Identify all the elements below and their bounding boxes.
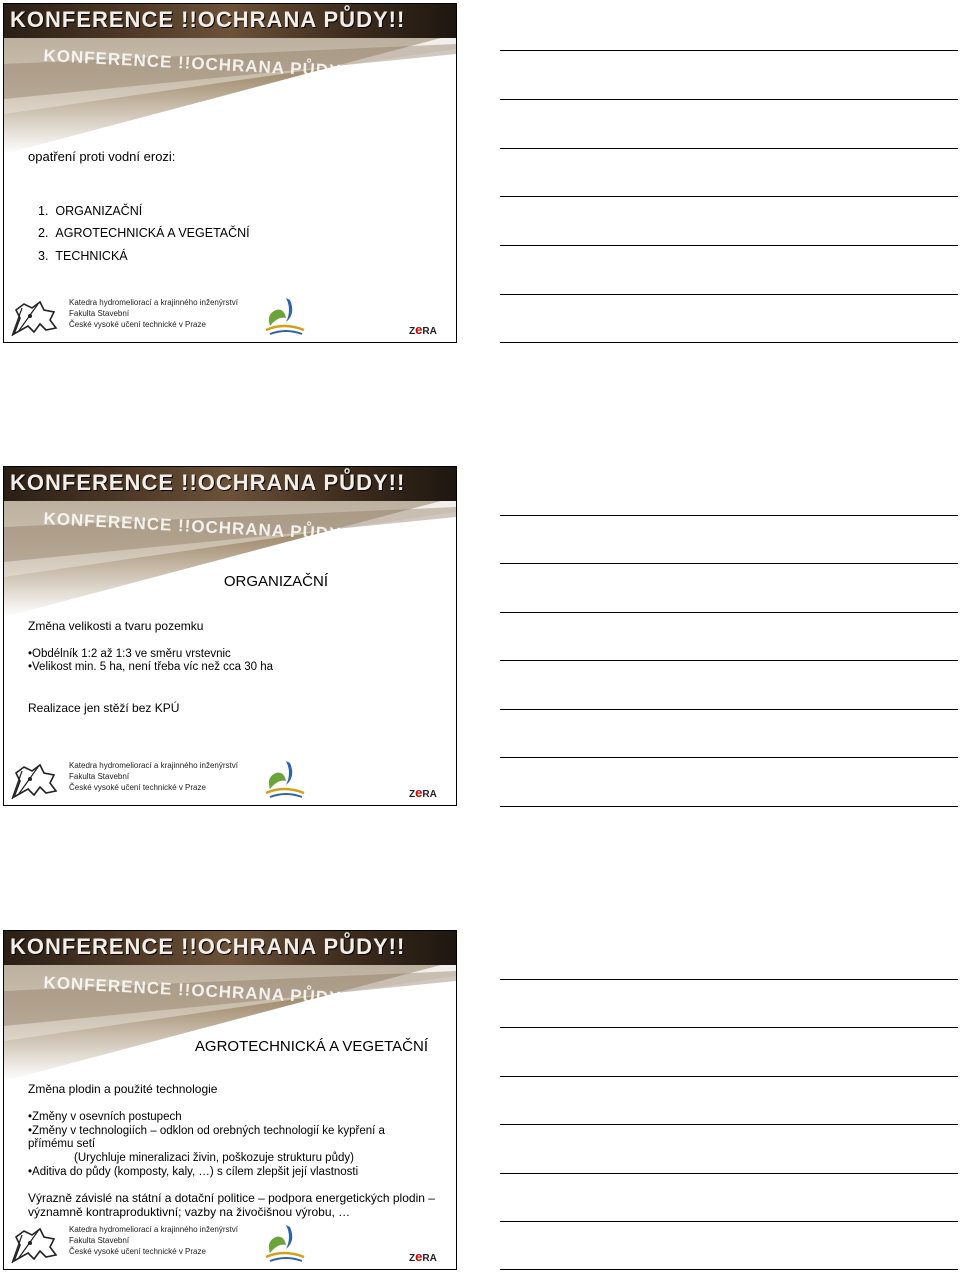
slide-2 <box>3 466 457 806</box>
slide-intro: opatření proti vodní erozi: <box>28 149 176 164</box>
banner-strip <box>4 467 456 501</box>
banner-strip <box>4 4 456 38</box>
banner-strip <box>4 931 456 965</box>
list-number: 3. <box>38 249 49 263</box>
note-line <box>500 709 958 710</box>
footer-institution <box>69 760 238 793</box>
footer-department: Katedra hydromeliorací a krajinného inženýrství <box>69 1225 238 1234</box>
banner-echo-title: KONFERENCE !!OCHRANA PŮDY!! <box>43 46 356 82</box>
note-line <box>500 1124 958 1125</box>
czech-lion-logo <box>10 298 60 338</box>
conference-banner <box>4 931 456 1081</box>
slide-footer <box>4 292 456 342</box>
footer-department: Katedra hydromeliorací a krajinného inženýrství <box>69 761 238 770</box>
note-line <box>500 1269 958 1270</box>
slide-heading: AGROTECHNICKÁ A VEGETAČNÍ <box>194 1038 428 1055</box>
note-line <box>500 806 958 807</box>
list-label: ORGANIZAČNÍ <box>55 204 143 218</box>
note-line <box>500 660 958 661</box>
list-number: 2. <box>38 226 49 240</box>
note-line <box>500 1173 958 1174</box>
note-line <box>500 342 958 343</box>
conference-banner <box>4 4 456 154</box>
slide-footer <box>4 1219 456 1269</box>
banner-title: KONFERENCE !!OCHRANA PŮDY!! <box>10 934 406 959</box>
note-line <box>500 1221 958 1222</box>
czech-lion-logo <box>10 761 60 801</box>
banner-echo-title: KONFERENCE !!OCHRANA PŮDY!! <box>43 973 356 1009</box>
note-line <box>500 563 958 564</box>
footer-department: Katedra hydromeliorací a krajinného inženýrství <box>69 298 238 307</box>
footer-university: České vysoké učení technické v Praze <box>69 1247 206 1256</box>
slide-3 <box>3 930 457 1270</box>
banner-title: KONFERENCE !!OCHRANA PŮDY!! <box>10 7 406 32</box>
slide-1 <box>3 3 457 343</box>
bullet-item: •Změny v technologiích – odklon od orebných technologií ke kypření a <box>28 1125 385 1137</box>
note-line <box>500 245 958 246</box>
list-item-2 <box>38 226 250 240</box>
conference-leaf-logo <box>262 296 308 338</box>
bullet-item: •Velikost min. 5 ha, není třeba víc než cca 30 ha <box>28 661 274 673</box>
conference-leaf-logo <box>262 1223 308 1265</box>
banner-title: KONFERENCE !!OCHRANA PŮDY!! <box>10 470 406 495</box>
list-label: TECHNICKÁ <box>55 249 128 263</box>
note-line <box>500 979 958 980</box>
note-line <box>500 148 958 149</box>
zera-logo: ZeRA <box>409 785 437 800</box>
slide-subtitle: Změna velikosti a tvaru pozemku <box>28 619 204 633</box>
slide-note: Realizace jen stěží bez KPÚ <box>28 701 180 715</box>
slide-heading: ORGANIZAČNÍ <box>223 573 328 590</box>
note-line <box>500 294 958 295</box>
bullet-remark: (Urychluje mineralizaci živin, poškozuje strukturu půdy) <box>74 1152 354 1164</box>
footer-institution <box>69 297 238 330</box>
footer-university: České vysoké učení technické v Praze <box>69 783 206 792</box>
footer-institution <box>69 1224 238 1257</box>
note-line <box>500 1076 958 1077</box>
conference-banner <box>4 467 456 617</box>
conference-leaf-logo <box>262 759 308 801</box>
footer-faculty: Fakulta Stavební <box>69 309 130 318</box>
slide-subtitle: Změna plodin a použité technologie <box>28 1082 218 1096</box>
zera-logo: ZeRA <box>409 322 437 337</box>
slide-footer <box>4 755 456 805</box>
note-line <box>500 515 958 516</box>
bullet-item: •Obdélník 1:2 až 1:3 ve směru vrstevnic <box>28 648 231 660</box>
note-line <box>500 50 958 51</box>
banner-echo-title: KONFERENCE !!OCHRANA PŮDY!! <box>43 509 356 545</box>
note-line <box>500 1027 958 1028</box>
footer-university: České vysoké učení technické v Praze <box>69 320 206 329</box>
note-line <box>500 612 958 613</box>
czech-lion-logo <box>10 1225 60 1265</box>
list-label: AGROTECHNICKÁ A VEGETAČNÍ <box>55 226 250 240</box>
conclusion-line: významně kontraproduktivní; vazby na živočišnou výrobu, … <box>28 1205 351 1219</box>
list-item-3 <box>38 249 128 263</box>
note-line <box>500 196 958 197</box>
bullet-item: •Aditiva do půdy (komposty, kaly, …) s cílem zlepšit její vlastnosti <box>28 1166 359 1178</box>
note-line <box>500 757 958 758</box>
bullet-continuation: přímému setí <box>28 1138 96 1150</box>
footer-faculty: Fakulta Stavební <box>69 772 130 781</box>
zera-logo: ZeRA <box>409 1249 437 1264</box>
conclusion-line: Výrazně závislé na státní a dotační politice – podpora energetických plodin – <box>28 1191 435 1205</box>
note-line <box>500 99 958 100</box>
list-number: 1. <box>38 204 49 218</box>
list-item-1 <box>38 204 142 218</box>
footer-faculty: Fakulta Stavební <box>69 1236 130 1245</box>
bullet-item: •Změny v osevních postupech <box>28 1111 182 1123</box>
